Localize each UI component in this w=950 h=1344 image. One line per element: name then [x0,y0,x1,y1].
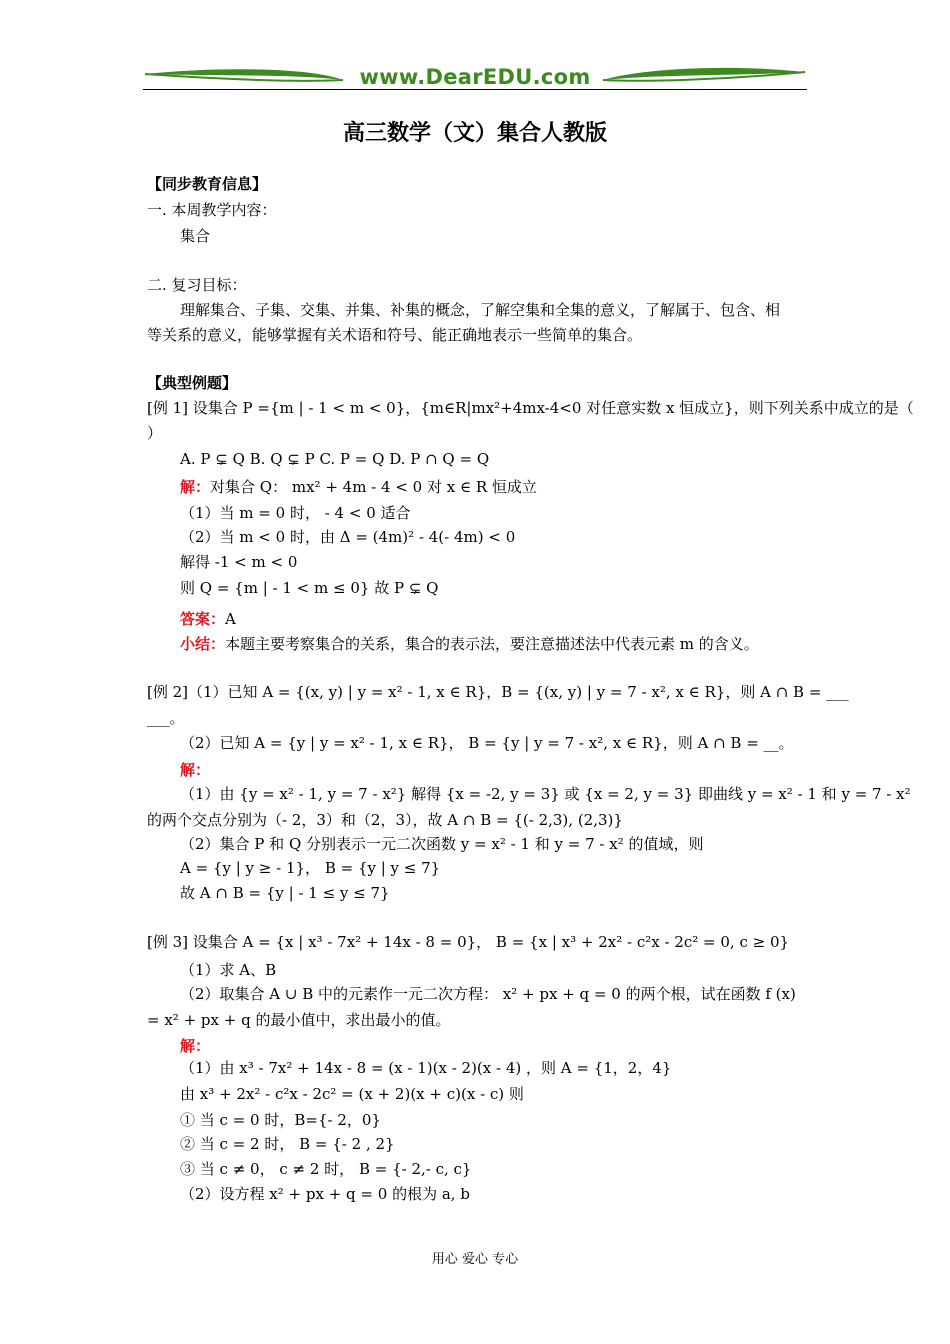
line-text: 一. 本周教学内容： [147,201,277,219]
line-text: ② 当 c = 2 时， B = {- 2 , 2} [180,1135,395,1153]
text-line [180,477,537,497]
line-text: 理解集合、子集、交集、并集、补集的概念，了解空集和全集的意义，了解属于、包含、相 [180,301,781,319]
text-line [180,552,297,572]
answer-label: 解： [180,1037,211,1055]
text-line [180,883,390,903]
line-text: 则 Q = {m | - 1 < m ≤ 0} 故 P ⊊ Q [180,579,439,597]
answer-label: 解： [180,478,211,496]
text-line [180,1159,471,1179]
text-line [147,1010,450,1030]
text-line [147,932,789,952]
line-text: = x² + px + q 的最小值中，求出最小的值。 [147,1011,451,1029]
line-text: 的两个交点分别为（- 2，3）和（2，3），故 A ∩ B = {(- 2,3), (2,3)} [147,811,623,829]
text-line [180,760,210,780]
answer-label: 答案： [180,610,226,628]
text-line [147,275,247,295]
line-text: （1）当 m = 0 时， - 4 < 0 适合 [180,504,411,522]
line-text: 等关系的意义，能够掌握有关术语和符号、能正确地表示一些简单的集合。 [147,326,643,344]
text-line [180,1134,395,1154]
line-text: [例 1] 设集合 P ={m | - 1 < m < 0}，{m∈R|mx²+4mx-4<0 对任意实数 x 恒成立}，则下列关系中成立的是（ [147,399,914,417]
text-line [147,423,162,443]
text-line [147,810,623,830]
text-line [180,984,796,1004]
line-text: 解得 -1 < m < 0 [180,553,298,571]
text-line [180,1110,381,1130]
text-line [147,373,237,393]
text-line [147,682,849,702]
text-line [147,325,642,345]
line-text: （1）由 x³ - 7x² + 14x - 8 = (x - 1)(x - 2)(x - 4) ，则 A = {1，2，4} [180,1059,672,1077]
line-text: （2）集合 P 和 Q 分别表示一元二次函数 y = x² - 1 和 y = 7 - x² 的值域，则 [180,835,704,853]
line-text: （1）由 {y = x² - 1, y = 7 - x²} 解得 {x = -2, y = 3} 或 {x = 2, y = 3} 即曲线 y = x² - 1 和 y = 7 - x² [180,785,911,803]
text-line [180,226,210,246]
text-line [180,449,489,469]
line-text: ③ 当 c ≠ 0， c ≠ 2 时， B = {- 2,- c, c} [180,1160,472,1178]
text-line [147,708,185,728]
line-text: A = {y | y ≥ - 1}， B = {y | y ≤ 7} [180,859,441,877]
line-text: 故 A ∩ B = {y | - 1 ≤ y ≤ 7} [180,884,390,902]
line-text: （2）当 m < 0 时，由 Δ = (4m)² - 4(- 4m) < 0 [180,528,516,546]
site-name[interactable]: www.DearEDU.com [359,65,591,89]
text-line [147,200,277,220]
line-text: （2）设方程 x² + px + q = 0 的根为 a, b [180,1185,470,1203]
page-title: 高三数学（文）集合人教版 [342,121,607,146]
text-line [147,174,267,194]
text-line [180,1184,470,1204]
line-text: 二. 复习目标： [147,276,247,294]
text-line [180,858,440,878]
line-text: ） [147,424,163,442]
text-line [180,1036,210,1056]
text-line [180,609,236,629]
header-rule [143,89,807,90]
line-text: 【同步教育信息】 [147,175,268,193]
text-line [180,1084,524,1104]
line-text: A. P ⊊ Q B. Q ⊊ P C. P = Q D. P ∩ Q = Q [180,450,490,468]
text-line [180,834,703,854]
line-text: A [225,610,236,628]
page-footer: 用心 爱心 专心 [431,1252,519,1267]
line-text: （1）求 A、B [180,961,277,979]
line-text: 由 x³ + 2x² - c²x - 2c² = (x + 2)(x + c)(x - c) 则 [180,1085,524,1103]
text-line [180,503,411,523]
text-line [180,733,794,753]
text-line [180,784,911,804]
line-text: [例 3] 设集合 A = {x | x³ - 7x² + 14x - 8 = 0}， B = {x | x³ + 2x² - c²x - 2c² = 0, c ≥ 0} [147,933,790,951]
line-text: 集合 [180,227,211,245]
line-text: [例 2]（1）已知 A = {(x, y) | y = x² - 1, x ∈ R}，B = {(x, y) | y = 7 - x², x ∈ R}，则 A ∩ B = ___ [147,683,849,701]
answer-label: 小结： [180,635,226,653]
line-text: 【典型例题】 [147,374,238,392]
text-line [180,1058,671,1078]
text-line [180,527,515,547]
line-text: 对集合 Q： mx² + 4m - 4 < 0 对 x ∈ R 恒成立 [210,478,537,496]
text-line [180,300,780,320]
text-line [180,960,276,980]
line-text: ① 当 c = 0 时，B={- 2，0} [180,1111,381,1129]
line-text: ___。 [147,709,185,727]
line-text: （2）取集合 A ∪ B 中的元素作一元二次方程： x² + px + q = 0 的两个根，试在函数 f (x) [180,985,796,1003]
text-line [180,634,759,654]
text-line [180,578,438,598]
line-text: 本题主要考察集合的关系，集合的表示法，要注意描述法中代表元素 m 的含义。 [225,635,759,653]
line-text: （2）已知 A = {y | y = x² - 1, x ∈ R}， B = {y | y = 7 - x², x ∈ R}，则 A ∩ B = __。 [180,734,794,752]
text-line [147,398,914,418]
answer-label: 解： [180,761,211,779]
